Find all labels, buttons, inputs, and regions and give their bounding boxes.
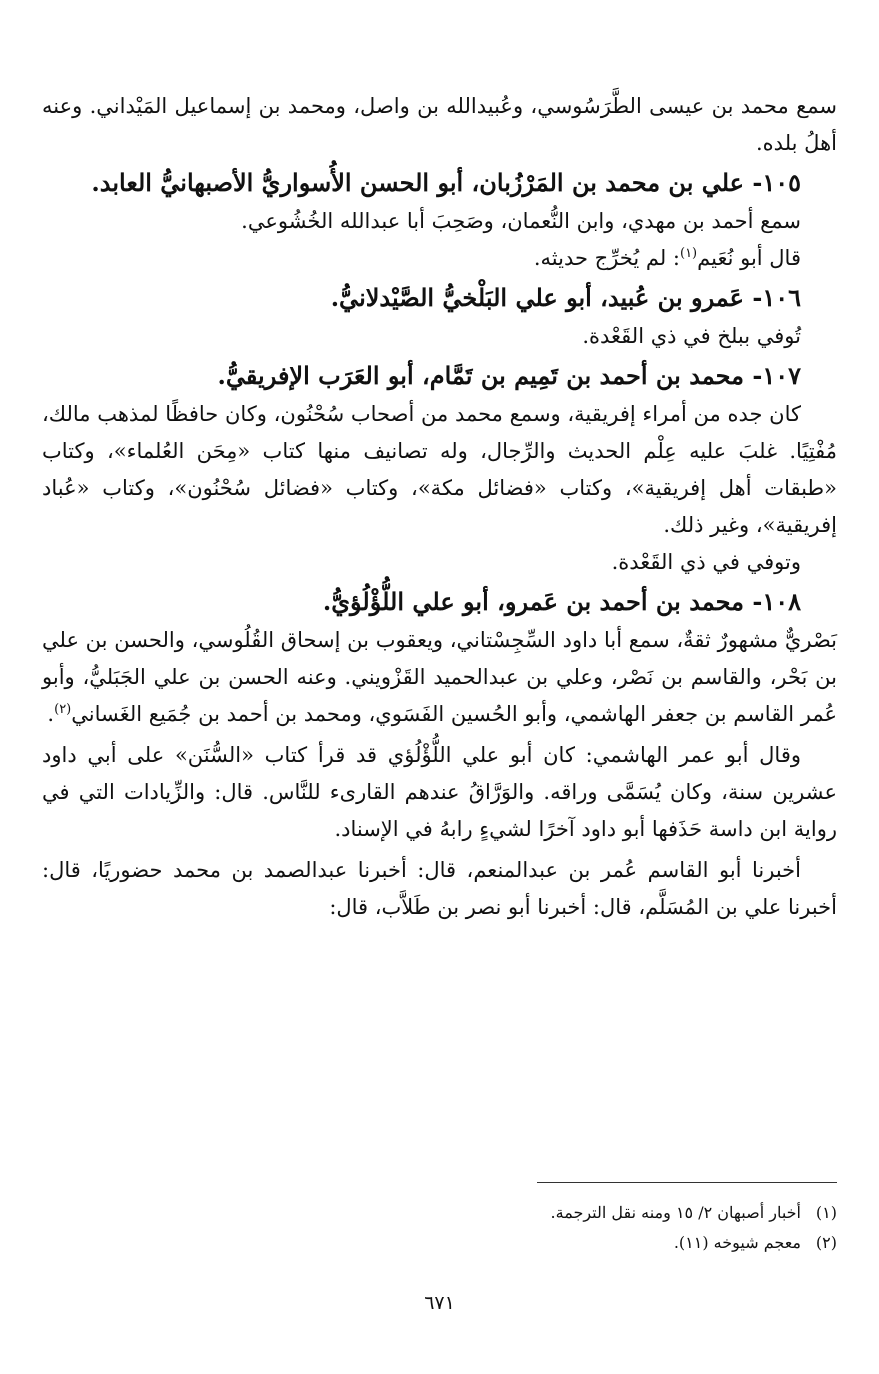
paragraph-continuation: سمع محمد بن عيسى الطَّرَسُوسي، وعُبيدالله بن واصل، ومحمد بن إسماعيل المَيْداني. وعنه أهلُ بلده. [42,94,837,155]
entry-heading-107: ١٠٧- محمد بن أحمد بن تَمِيم بن تَمَّام، أبو العَرَب الإفريقيُّ. [217,361,801,390]
main-text [42,88,837,926]
footnote-divider [537,1182,837,1183]
paragraph-with-footnote [42,240,837,277]
paragraph: وقال أبو عمر الهاشمي: كان أبو علي اللُّؤْلُؤي قد قرأ كتاب «السُّنَن» على أبي داود عشرين سنة، وكان يُسَمَّى وراقه. والوَرَّاقُ عندهم القارىء للنَّاس. قال: والزِّيادات التي في رواية ابن داسة حَذَفها أبو داود آخرًا لشيءٍ رابهُ في الإسناد. [42,743,837,841]
footnote-ref: (٢) [54,702,72,717]
entry-heading-108: ١٠٨- محمد بن أحمد بن عَمرو، أبو علي اللُّؤْلُؤيُّ. [322,587,801,616]
footnotes [42,1198,837,1258]
footnote-text: أخبار أصبهان ٢/ ١٥ ومنه نقل الترجمة. [550,1203,801,1222]
paragraph-text: : لم يُخرِّج حديثه. [533,246,680,270]
footnote-number: (٢) [815,1233,837,1252]
paragraph-with-footnote [42,622,837,733]
footnote [42,1198,837,1228]
paragraph-text: . [47,702,55,726]
entry-heading-105: ١٠٥- علي بن محمد بن المَرْزُبان، أبو الحسن الأُسواريُّ الأصبهانيُّ العابد. [91,168,801,197]
paragraph: أخبرنا أبو القاسم عُمر بن عبدالمنعم، قال: أخبرنا عبدالصمد بن محمد حضوريًا، قال: أخبرنا علي بن المُسَلَّم، قال: أخبرنا أبو نصر بن طَلاَّب، قال: [42,858,837,919]
entry-heading-106: ١٠٦- عَمرو بن عُبيد، أبو علي البَلْخيُّ الصَّيْدلانيُّ. [330,283,801,312]
page-number: ٦٧١ [424,1292,455,1314]
paragraph: كان جده من أمراء إفريقية، وسمع محمد من أصحاب سُحْنُون، وكان حافظًا لمذهب مالك، مُفْتِيًا. غلبَ عليه عِلْم الحديث والرِّجال، وله تصانيف منها كتاب «مِحَن العُلماء»، وكتاب «طبقات أهل إفريقية»، وكتاب «فضائل مكة»، وكتاب «فضائل سُحْنُون»، وكتاب «عُباد إفريقية»، وغير ذلك. [42,402,837,537]
footnote-ref: (١) [679,246,698,261]
footnote-number: (١) [815,1203,837,1222]
footnote [42,1228,837,1258]
paragraph-text: بَصْريٌّ مشهورٌ ثقةٌ، سمع أبا داود السِّجِسْتاني، ويعقوب بن إسحاق القُلُوسي، والحسن بن علي بن بَحْر، والقاسم بن نَصْر، وعلي بن عبدالحميد القَزْويني. وعنه الحسن بن علي الجَبَليُّ، وأبو عُمر القاسم بن جعفر الهاشمي، وأبو الحُسين الفَسَوي، ومحمد بن أحمد بن جُمَيع الغَساني [42,628,837,726]
paragraph: سمع أحمد بن مهدي، وابن النُّعمان، وصَحِبَ أبا عبدالله الخُشُوعي. [241,209,801,233]
paragraph-text: قال أبو نُعَيم [697,246,801,270]
paragraph: وتوفي في ذي القَعْدة. [611,550,801,574]
paragraph: تُوفي ببلخ في ذي القَعْدة. [582,324,801,348]
footnote-text: معجم شيوخه (١١). [673,1233,801,1252]
